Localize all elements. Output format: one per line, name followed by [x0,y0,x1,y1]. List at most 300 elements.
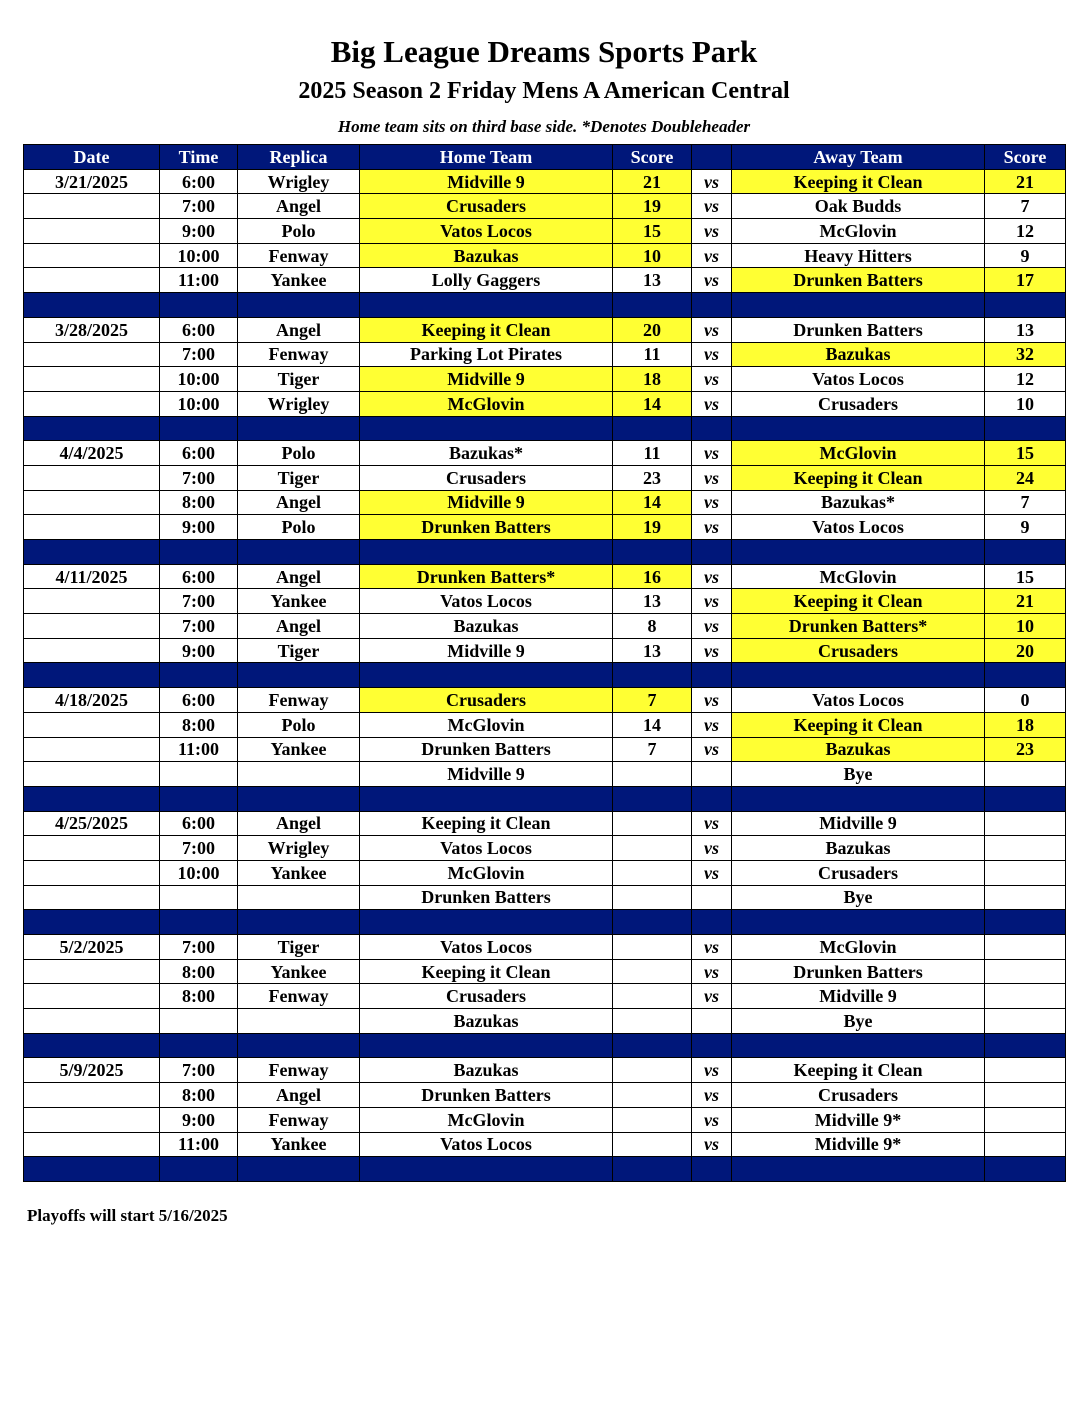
table-row [24,515,1066,540]
home-score: 11 [613,441,692,466]
vs-label [692,1009,732,1034]
game-replica: Polo [238,441,360,466]
away-team: Crusaders [732,638,985,663]
separator-cell [238,786,360,811]
table-row [24,811,1066,836]
column-header-replica: Replica [238,145,360,170]
away-team: Midville 9 [732,984,985,1009]
separator-cell [24,786,160,811]
home-team: Drunken Batters [360,885,613,910]
separator-cell [613,663,692,688]
separator-cell [692,1033,732,1058]
vs-label: vs [692,367,732,392]
home-team: Crusaders [360,465,613,490]
away-team: McGlovin [732,441,985,466]
game-time: 6:00 [160,811,238,836]
home-team: Vatos Locos [360,219,613,244]
away-score [985,860,1066,885]
separator-cell [238,416,360,441]
away-team: Midville 9* [732,1107,985,1132]
separator-cell [360,786,613,811]
vs-label: vs [692,342,732,367]
away-team: Vatos Locos [732,688,985,713]
game-time [160,885,238,910]
home-score: 7 [613,737,692,762]
vs-label: vs [692,1132,732,1157]
game-date: 4/18/2025 [24,688,160,713]
away-score [985,762,1066,787]
away-score [985,984,1066,1009]
page-title: Big League Dreams Sports Park [330,34,758,69]
home-team: Vatos Locos [360,1132,613,1157]
game-date [24,737,160,762]
game-replica: Fenway [238,688,360,713]
game-date [24,959,160,984]
away-score: 7 [985,490,1066,515]
home-score: 11 [613,342,692,367]
away-team: Vatos Locos [732,515,985,540]
home-team: Keeping it Clean [360,317,613,342]
home-team: Drunken Batters* [360,564,613,589]
game-time: 9:00 [160,638,238,663]
away-score: 21 [985,589,1066,614]
game-time: 8:00 [160,984,238,1009]
game-date [24,984,160,1009]
week-separator-row [24,1157,1066,1182]
home-team: Vatos Locos [360,589,613,614]
away-team: Bye [732,1009,985,1034]
home-team: Drunken Batters [360,737,613,762]
separator-cell [692,1157,732,1182]
game-date: 5/2/2025 [24,935,160,960]
table-row [24,959,1066,984]
home-score: 7 [613,688,692,713]
game-time: 10:00 [160,391,238,416]
away-score [985,885,1066,910]
away-team: Keeping it Clean [732,589,985,614]
schedule-body [24,169,1066,1181]
game-date [24,885,160,910]
home-score [613,836,692,861]
home-score: 14 [613,490,692,515]
separator-cell [160,910,238,935]
game-replica: Wrigley [238,169,360,194]
separator-cell [238,293,360,318]
separator-cell [24,1033,160,1058]
away-score [985,1058,1066,1083]
separator-cell [692,663,732,688]
separator-cell [985,416,1066,441]
home-team: Bazukas [360,1058,613,1083]
game-date [24,589,160,614]
vs-label: vs [692,811,732,836]
game-replica: Fenway [238,1058,360,1083]
game-date [24,243,160,268]
home-score [613,811,692,836]
vs-label: vs [692,169,732,194]
vs-label: vs [692,589,732,614]
separator-cell [24,663,160,688]
vs-label: vs [692,465,732,490]
game-date [24,342,160,367]
table-row [24,984,1066,1009]
separator-cell [613,1033,692,1058]
game-date: 3/28/2025 [24,317,160,342]
home-score [613,935,692,960]
home-score [613,1107,692,1132]
away-score: 7 [985,194,1066,219]
vs-label: vs [692,515,732,540]
game-date: 4/4/2025 [24,441,160,466]
away-team: Midville 9 [732,811,985,836]
home-team: Drunken Batters [360,1083,613,1108]
game-time: 8:00 [160,712,238,737]
vs-label: vs [692,1083,732,1108]
table-row [24,589,1066,614]
away-score: 24 [985,465,1066,490]
separator-cell [160,1033,238,1058]
game-date [24,268,160,293]
home-score: 20 [613,317,692,342]
vs-label: vs [692,959,732,984]
game-replica: Polo [238,219,360,244]
game-replica: Polo [238,515,360,540]
vs-label: vs [692,391,732,416]
separator-cell [613,540,692,565]
table-row [24,712,1066,737]
home-team: Keeping it Clean [360,811,613,836]
game-time: 7:00 [160,194,238,219]
home-team: Crusaders [360,688,613,713]
home-team: Midville 9 [360,367,613,392]
separator-cell [732,1157,985,1182]
away-team: McGlovin [732,219,985,244]
away-score: 12 [985,367,1066,392]
home-score: 10 [613,243,692,268]
away-score: 10 [985,391,1066,416]
game-time: 7:00 [160,1058,238,1083]
game-time: 7:00 [160,342,238,367]
separator-cell [692,910,732,935]
game-time: 6:00 [160,564,238,589]
away-team: Midville 9* [732,1132,985,1157]
home-team: Vatos Locos [360,836,613,861]
separator-cell [360,910,613,935]
vs-label [692,762,732,787]
away-score: 20 [985,638,1066,663]
game-time: 7:00 [160,935,238,960]
home-team: Vatos Locos [360,935,613,960]
game-replica [238,885,360,910]
game-time: 10:00 [160,243,238,268]
game-replica: Fenway [238,1107,360,1132]
away-team: Crusaders [732,1083,985,1108]
separator-cell [360,1157,613,1182]
week-separator-row [24,663,1066,688]
away-score: 10 [985,614,1066,639]
game-replica: Yankee [238,959,360,984]
table-row [24,1058,1066,1083]
vs-label: vs [692,268,732,293]
separator-cell [160,1157,238,1182]
game-date: 4/11/2025 [24,564,160,589]
game-replica [238,1009,360,1034]
home-team: McGlovin [360,391,613,416]
separator-cell [613,1157,692,1182]
game-replica: Polo [238,712,360,737]
separator-cell [732,910,985,935]
separator-cell [692,293,732,318]
away-score: 21 [985,169,1066,194]
separator-cell [732,663,985,688]
vs-label: vs [692,194,732,219]
game-replica: Wrigley [238,836,360,861]
home-score [613,762,692,787]
table-row [24,194,1066,219]
game-time: 11:00 [160,1132,238,1157]
column-header-home-team: Home Team [360,145,613,170]
league-subtitle: 2025 Season 2 Friday Mens A American Central [298,78,790,104]
home-team: McGlovin [360,712,613,737]
separator-cell [360,540,613,565]
game-replica: Tiger [238,638,360,663]
away-score: 12 [985,219,1066,244]
column-header-date: Date [24,145,160,170]
away-team: Oak Budds [732,194,985,219]
vs-label: vs [692,243,732,268]
table-row [24,564,1066,589]
week-separator-row [24,293,1066,318]
vs-label: vs [692,1107,732,1132]
table-row [24,490,1066,515]
away-score [985,935,1066,960]
away-score: 23 [985,737,1066,762]
week-separator-row [24,786,1066,811]
game-time: 6:00 [160,317,238,342]
away-score [985,959,1066,984]
home-team: Bazukas [360,614,613,639]
away-team: Bye [732,885,985,910]
home-team: Midville 9 [360,638,613,663]
week-separator-row [24,1033,1066,1058]
table-row [24,317,1066,342]
table-row [24,268,1066,293]
table-row [24,935,1066,960]
vs-label: vs [692,860,732,885]
away-score: 18 [985,712,1066,737]
away-team: Drunken Batters [732,959,985,984]
game-replica: Yankee [238,268,360,293]
home-team: Midville 9 [360,169,613,194]
home-score: 14 [613,391,692,416]
game-date [24,1009,160,1034]
home-score: 13 [613,638,692,663]
separator-cell [238,663,360,688]
game-time: 6:00 [160,441,238,466]
schedule-table [23,144,1066,1182]
separator-cell [985,663,1066,688]
game-time: 11:00 [160,737,238,762]
away-team: Bazukas [732,836,985,861]
table-row [24,219,1066,244]
game-time: 9:00 [160,515,238,540]
game-date [24,1083,160,1108]
game-replica: Angel [238,564,360,589]
game-replica: Angel [238,194,360,219]
column-header-home-score: Score [613,145,692,170]
game-time: 8:00 [160,1083,238,1108]
home-score: 19 [613,194,692,219]
home-score [613,1058,692,1083]
game-time: 7:00 [160,836,238,861]
game-time: 6:00 [160,169,238,194]
game-time: 10:00 [160,367,238,392]
game-replica: Fenway [238,984,360,1009]
home-score [613,1009,692,1034]
home-team: Bazukas [360,1009,613,1034]
separator-cell [160,540,238,565]
away-score [985,811,1066,836]
home-score [613,1083,692,1108]
home-team: Crusaders [360,194,613,219]
vs-label: vs [692,564,732,589]
away-team: Drunken Batters [732,317,985,342]
game-time: 9:00 [160,1107,238,1132]
separator-cell [985,293,1066,318]
away-score: 32 [985,342,1066,367]
separator-cell [732,1033,985,1058]
home-team: Bazukas* [360,441,613,466]
separator-cell [613,293,692,318]
home-score [613,885,692,910]
away-score: 15 [985,564,1066,589]
table-row [24,1083,1066,1108]
separator-cell [160,293,238,318]
home-team: Midville 9 [360,762,613,787]
game-replica: Yankee [238,589,360,614]
game-date [24,465,160,490]
away-score [985,1107,1066,1132]
home-score: 8 [613,614,692,639]
game-date [24,219,160,244]
home-score [613,1132,692,1157]
game-replica: Yankee [238,860,360,885]
separator-cell [613,416,692,441]
separator-cell [985,910,1066,935]
game-replica: Angel [238,317,360,342]
game-date [24,614,160,639]
separator-cell [692,416,732,441]
separator-cell [732,540,985,565]
separator-cell [985,786,1066,811]
week-separator-row [24,910,1066,935]
away-team: McGlovin [732,935,985,960]
separator-cell [160,663,238,688]
table-row [24,1132,1066,1157]
table-row [24,737,1066,762]
table-row [24,1107,1066,1132]
game-time: 9:00 [160,219,238,244]
home-score: 18 [613,367,692,392]
vs-label: vs [692,441,732,466]
vs-label: vs [692,219,732,244]
schedule-note: Home team sits on third base side. *Denotes Doubleheader [337,117,751,136]
separator-cell [692,786,732,811]
away-team: Keeping it Clean [732,465,985,490]
away-score: 13 [985,317,1066,342]
game-replica: Tiger [238,367,360,392]
home-team: Drunken Batters [360,515,613,540]
home-team: McGlovin [360,860,613,885]
game-time: 8:00 [160,959,238,984]
separator-cell [24,1157,160,1182]
vs-label: vs [692,317,732,342]
home-score: 19 [613,515,692,540]
game-time: 6:00 [160,688,238,713]
game-replica: Tiger [238,935,360,960]
home-team: Bazukas [360,243,613,268]
table-row [24,391,1066,416]
separator-cell [160,786,238,811]
home-team: Keeping it Clean [360,959,613,984]
away-team: Bazukas [732,737,985,762]
home-score: 21 [613,169,692,194]
home-score: 15 [613,219,692,244]
playoffs-note: Playoffs will start 5/16/2025 [27,1206,228,1225]
column-header-away-team: Away Team [732,145,985,170]
vs-label: vs [692,614,732,639]
separator-cell [613,910,692,935]
separator-cell [360,416,613,441]
separator-cell [985,1157,1066,1182]
table-row [24,1009,1066,1034]
game-date: 5/9/2025 [24,1058,160,1083]
separator-cell [613,786,692,811]
away-team: McGlovin [732,564,985,589]
away-team: Crusaders [732,391,985,416]
table-row [24,836,1066,861]
separator-cell [24,416,160,441]
game-replica: Fenway [238,243,360,268]
game-time [160,1009,238,1034]
home-score: 13 [613,589,692,614]
away-score: 15 [985,441,1066,466]
game-date [24,515,160,540]
home-team: Lolly Gaggers [360,268,613,293]
separator-cell [732,293,985,318]
vs-label: vs [692,935,732,960]
game-date [24,1132,160,1157]
game-replica: Tiger [238,465,360,490]
column-header-time: Time [160,145,238,170]
game-date [24,762,160,787]
table-row [24,638,1066,663]
separator-cell [985,540,1066,565]
away-team: Crusaders [732,860,985,885]
game-time: 11:00 [160,268,238,293]
away-team: Vatos Locos [732,367,985,392]
away-score [985,1083,1066,1108]
separator-cell [360,1033,613,1058]
away-team: Drunken Batters* [732,614,985,639]
game-time: 7:00 [160,465,238,490]
game-replica: Yankee [238,737,360,762]
away-team: Drunken Batters [732,268,985,293]
away-team: Bazukas [732,342,985,367]
separator-cell [732,786,985,811]
away-score: 17 [985,268,1066,293]
table-row [24,688,1066,713]
